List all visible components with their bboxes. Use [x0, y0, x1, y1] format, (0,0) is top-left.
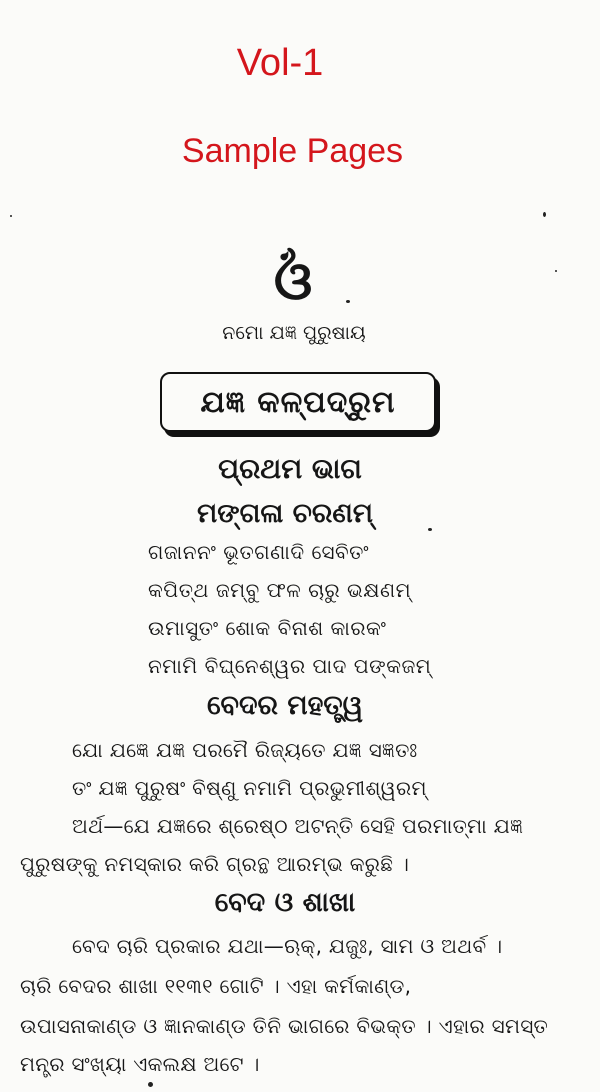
meaning-line: ପୁରୁଷଙ୍କୁ ନମସ୍କାର କରି ଗ୍ରନ୍ଥ ଆରମ୍ଭ କରୁଛି ।	[20, 852, 410, 876]
verse-line: କପିତ୍‌ଥ ଜମ୍ବୁ ଫଳ ଚାରୁ ଭକ୍ଷଣମ୍	[148, 578, 412, 602]
verse-line: ଉମାସୁତଂ ଶୋକ ବିନାଶ କାରକଂ	[148, 616, 387, 640]
om-symbol: ଓଁ	[273, 248, 313, 313]
print-speck	[543, 212, 546, 217]
paragraph-line: ବେଦ ଚାରି ପ୍ରକାର ଯଥା—ଋକ୍, ଯଜୁଃ, ସାମ ଓ ଅଥର୍ବ ।	[72, 934, 503, 958]
part-label: ପ୍ରଥମ ଭାଗ	[218, 452, 362, 485]
invocation-line: ନମୋ ଯଜ୍ଞ ପୁରୁଷାୟ	[222, 322, 366, 344]
verse-line: ନମାମି ବିଘ୍ନେଶ୍ୱର ପାଦ ପଙ୍କଜମ୍	[148, 654, 432, 678]
paragraph-line: ମନ୍ତ୍ର ସଂଖ୍ୟା ଏକଲକ୍ଷ ଅଟେ ।	[20, 1052, 260, 1076]
sample-pages-label: Sample Pages	[181, 132, 404, 170]
print-speck	[10, 215, 12, 217]
verse-line: ଗଜାନନଂ ଭୂତଗଣାଦି ସେବିତଂ	[148, 540, 370, 564]
book-title-box	[160, 372, 436, 432]
section-heading-mangalacharan: ମଙ୍ଗଳା ଚରଣମ୍	[197, 498, 373, 529]
print-speck	[148, 1082, 153, 1087]
print-speck	[346, 300, 350, 303]
print-speck	[428, 528, 432, 531]
book-title: ଯଜ୍ଞ କଳ୍ପଦ୍ରୁମ	[200, 384, 396, 420]
shloka-line: ତଂ ଯଜ୍ଞ ପୁରୁଷଂ ବିଷ୍ଣୁ ନମାମି ପ୍ରଭୁମୀଶ୍ୱରମ୍	[72, 776, 427, 800]
print-speck	[555, 270, 557, 272]
section-heading-veda-mahatva: ବେଦର ମହତ୍ତ୍ୱ	[207, 690, 363, 721]
paragraph-line: ଚାରି ବେଦର ଶାଖା ୧୧୩୧ ଗୋଟି । ଏହା କର୍ମକାଣ୍ଡ,	[20, 974, 412, 998]
section-heading-veda-shakha: ବେଦ ଓ ଶାଖା	[214, 887, 356, 918]
meaning-line: ଅର୍ଥ—ଯେ ଯଜ୍ଞରେ ଶ୍ରେଷ୍ଠ ଅଟନ୍ତି ସେହି ପରମାତ୍ମା ଯଜ୍ଞ	[72, 814, 524, 838]
shloka-line: ଯୋ ଯଜ୍ଞେ ଯଜ୍ଞ ପରମୈ ରିଜ୍ୟତେ ଯଜ୍ଞ ସଜ୍ଞତଃ	[72, 738, 418, 762]
paragraph-line: ଉପାସନାକାଣ୍ଡ ଓ ଜ୍ଞାନକାଣ୍ଡ ତିନି ଭାଗରେ ବିଭକ୍ତ । ଏହାର ସମସ୍ତ	[20, 1014, 549, 1038]
volume-label: Vol-1	[236, 42, 324, 84]
